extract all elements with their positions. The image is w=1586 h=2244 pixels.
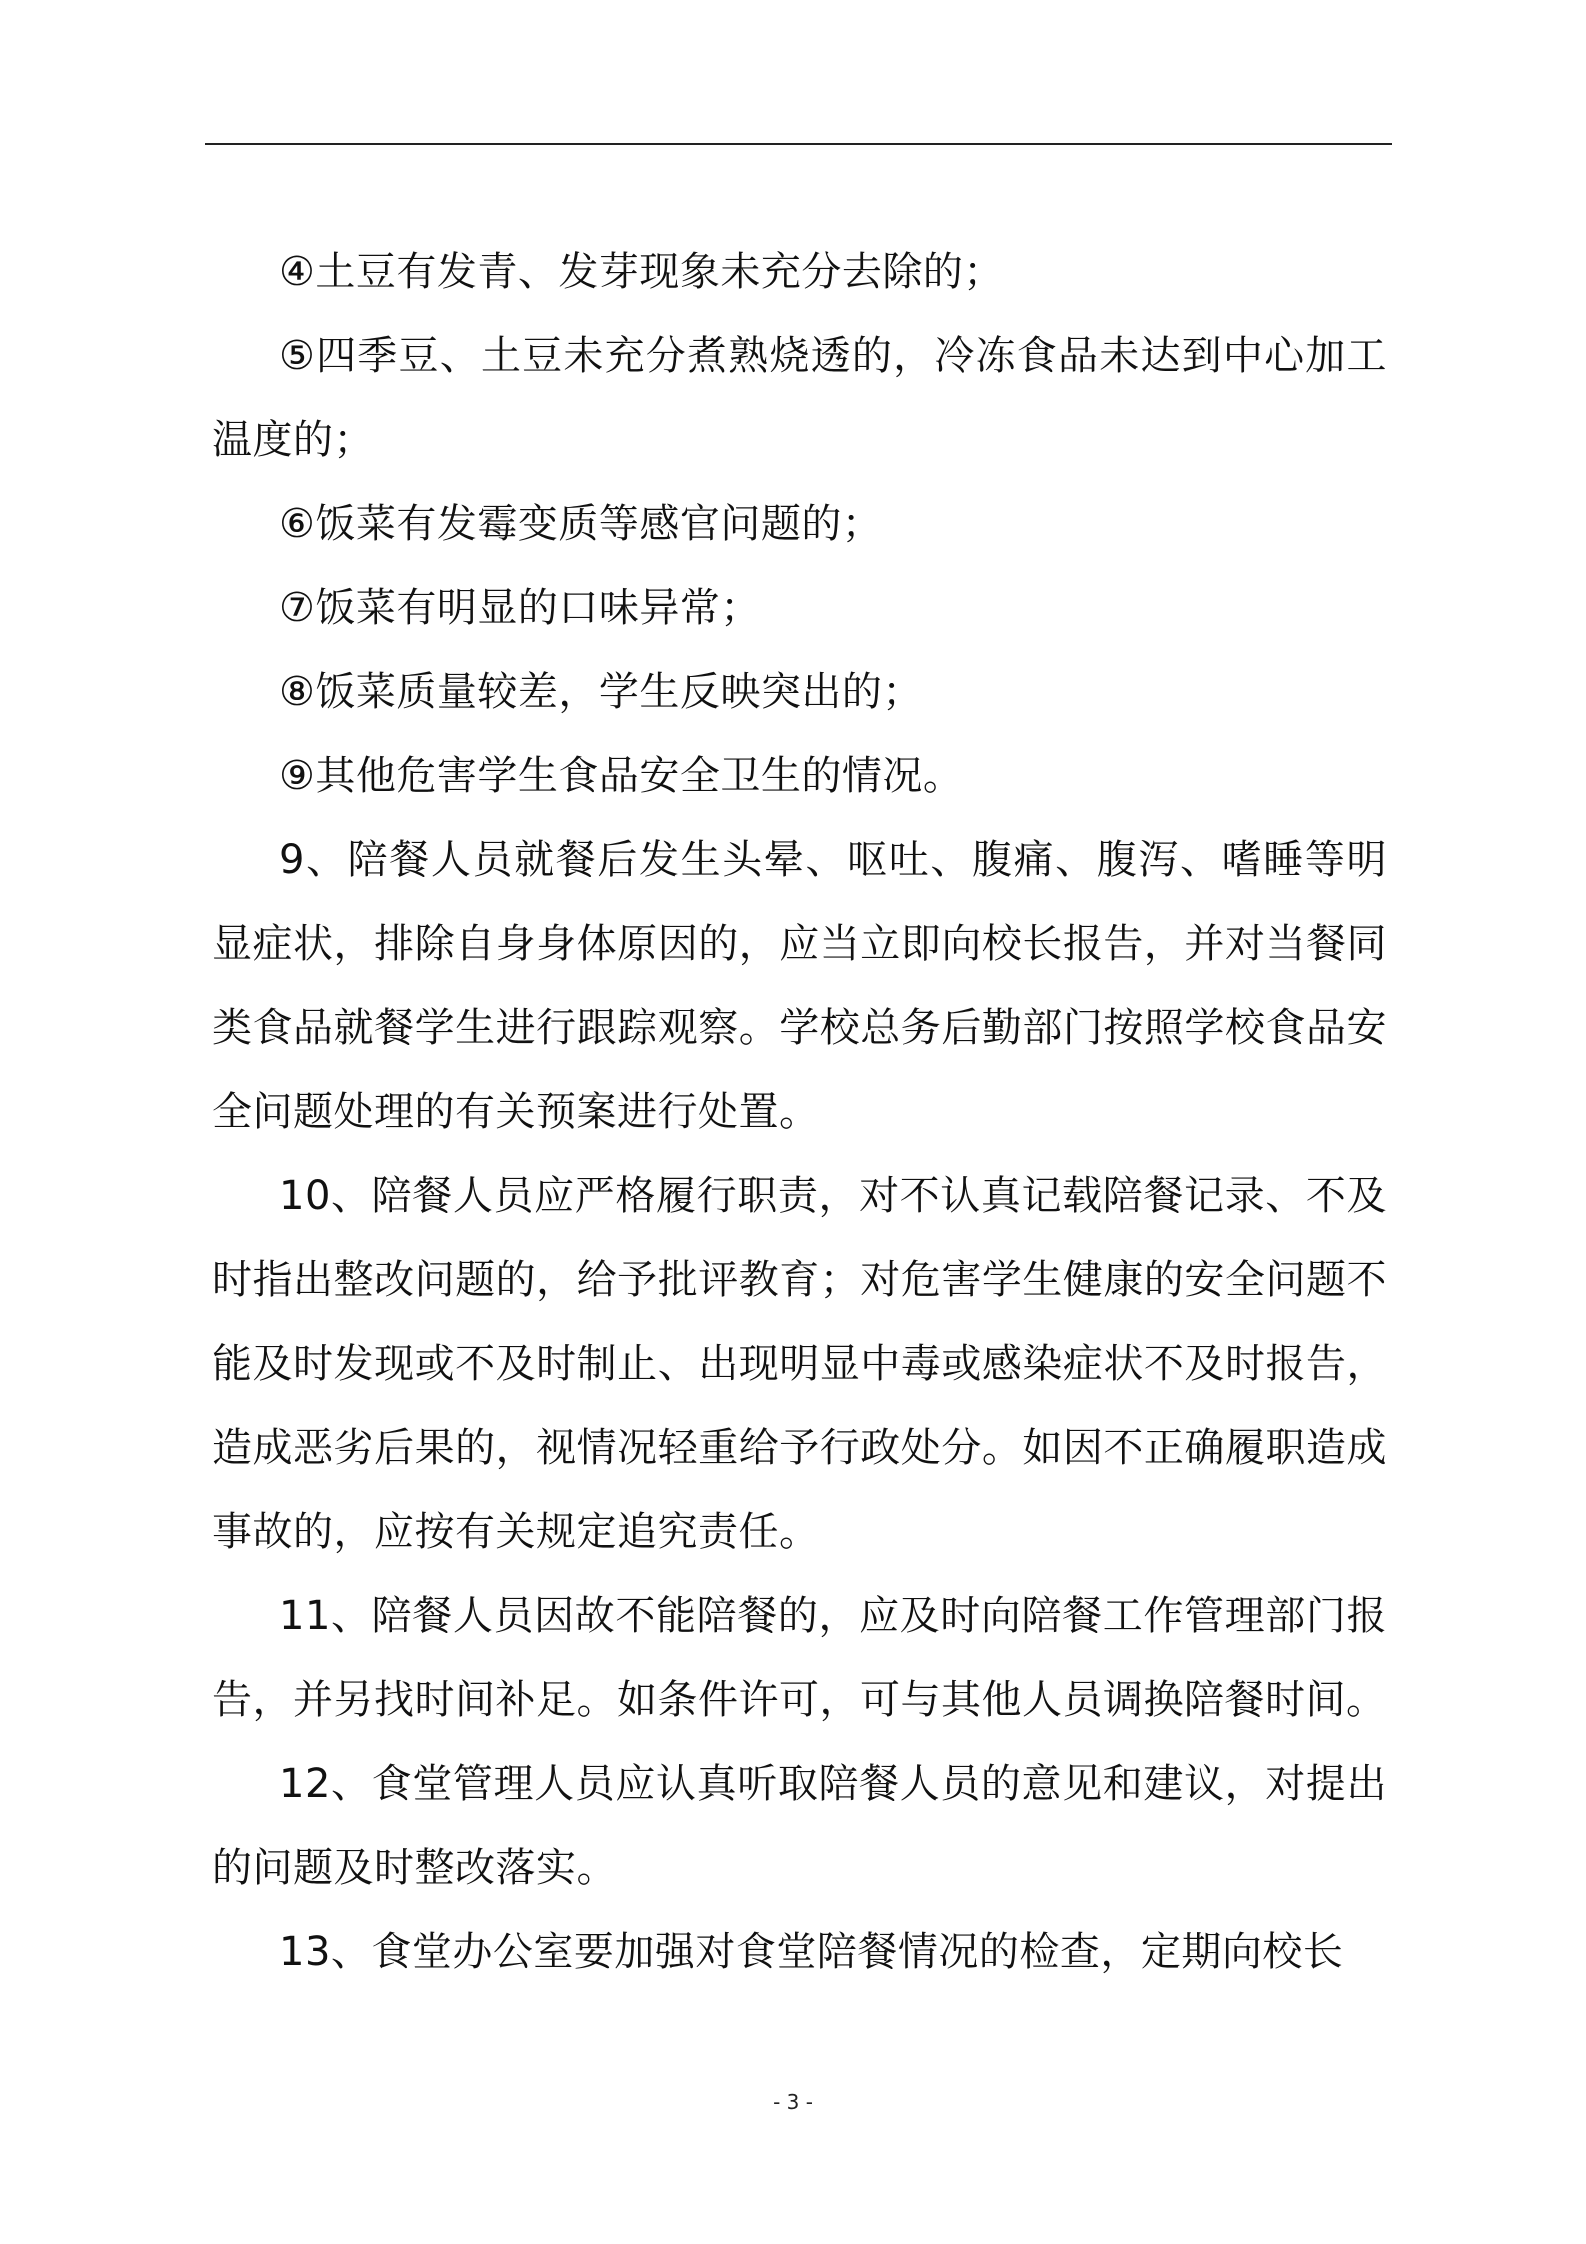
page-number: - 3 -: [773, 2090, 813, 2114]
paragraph-clause-9: 9、陪餐人员就餐后发生头晕、呕吐、腹痛、腹泻、嗜睡等明显症状，排除自身身体原因的，应当立即向校长报告，并对当餐同类食品就餐学生进行跟踪观察。学校总务后勤部门按照学校食品安全问题处理的有关预案进行处置。: [212, 837, 1387, 1135]
document-body: [212, 230, 1387, 1994]
paragraph-clause-13: 13、食堂办公室要加强对食堂陪餐情况的检查，定期向校长: [279, 1929, 1344, 1975]
paragraph-clause-11: 11、陪餐人员因故不能陪餐的，应及时向陪餐工作管理部门报告，并另找时间补足。如条件许可，可与其他人员调换陪餐时间。: [212, 1593, 1387, 1723]
paragraph-item-9: ⑨其他危害学生食品安全卫生的情况。: [279, 753, 964, 799]
header-rule: [205, 143, 1392, 145]
paragraph-clause-12: 12、食堂管理人员应认真听取陪餐人员的意见和建议，对提出的问题及时整改落实。: [212, 1761, 1387, 1891]
paragraph-item-8: ⑧饭菜质量较差，学生反映突出的；: [279, 669, 923, 715]
paragraph-item-7: ⑦饭菜有明显的口味异常；: [279, 585, 761, 631]
paragraph-item-4: ④土豆有发青、发芽现象未充分去除的；: [279, 249, 1004, 295]
paragraph-clause-10: 10、陪餐人员应严格履行职责，对不认真记载陪餐记录、不及时指出整改问题的，给予批评教育；对危害学生健康的安全问题不能及时发现或不及时制止、出现明显中毒或感染症状不及时报告，造成恶劣后果的，视情况轻重给予行政处分。如因不正确履职造成事故的，应按有关规定追究责任。: [212, 1173, 1387, 1555]
paragraph-item-5: ⑤四季豆、土豆未充分煮熟烧透的，冷冻食品未达到中心加工温度的；: [212, 333, 1387, 463]
paragraph-item-6: ⑥饭菜有发霉变质等感官问题的；: [279, 501, 883, 547]
